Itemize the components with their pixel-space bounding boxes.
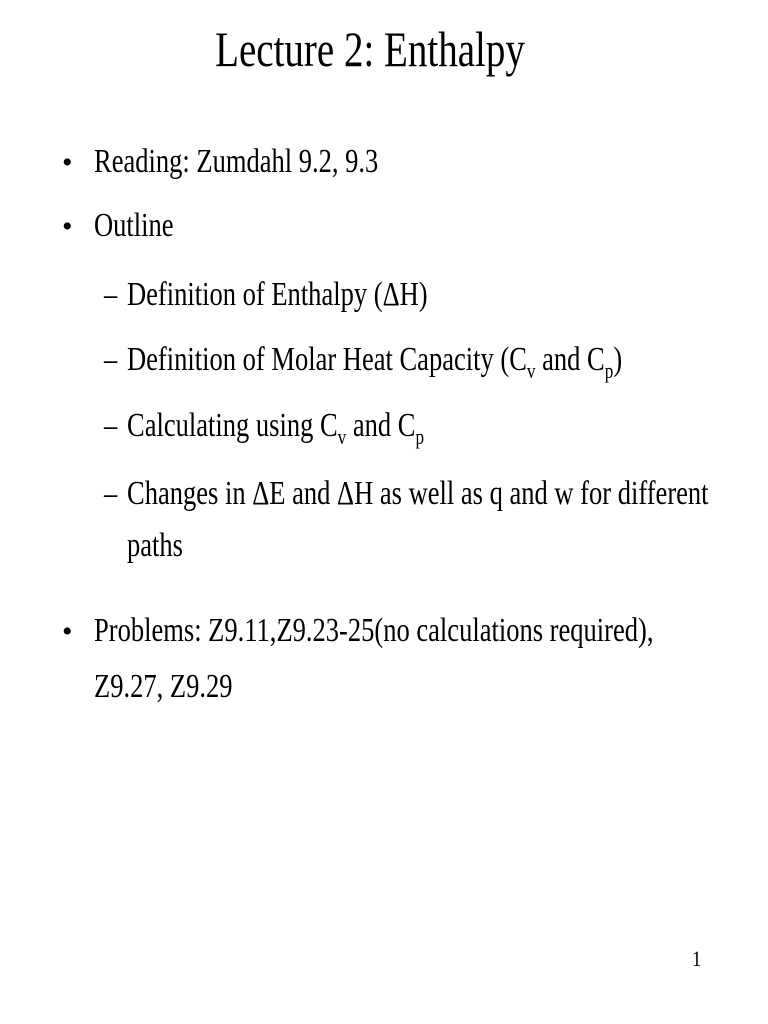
problems-line2: Z9.27, Z9.29 bbox=[94, 668, 233, 705]
outline-item-changes-line2: paths bbox=[127, 527, 183, 564]
sub-item-dash: – bbox=[104, 407, 118, 444]
sub-item-dash: – bbox=[104, 341, 118, 378]
outline-bullet-text: Outline bbox=[94, 207, 174, 244]
text-segment: Calculating using C bbox=[127, 407, 338, 444]
subscript-p: p bbox=[415, 424, 425, 449]
subscript-v: v bbox=[526, 358, 536, 383]
subscript-p: p bbox=[604, 358, 614, 383]
outline-item-changes-line1: Changes in ΔE and ΔH as well as q and w for different bbox=[127, 475, 709, 512]
reading-bullet-text: Reading: Zumdahl 9.2, 9.3 bbox=[94, 143, 379, 180]
subscript-v: v bbox=[337, 424, 347, 449]
outline-item-enthalpy-definition: Definition of Enthalpy (ΔH) bbox=[127, 276, 428, 313]
bullet-marker: • bbox=[62, 210, 73, 243]
sub-item-dash: – bbox=[104, 475, 118, 512]
bullet-marker: • bbox=[62, 615, 73, 648]
problems-line1: Problems: Z9.11,Z9.23-25(no calculations required), bbox=[94, 612, 654, 649]
slide-title: Lecture 2: Enthalpy bbox=[215, 21, 525, 77]
text-segment: Definition of Molar Heat Capacity (C bbox=[127, 341, 527, 378]
outline-item-molar-heat-capacity bbox=[127, 340, 623, 383]
text-segment: ) bbox=[613, 341, 623, 378]
text-segment: and C bbox=[535, 341, 605, 378]
text-segment: and C bbox=[346, 407, 416, 444]
bullet-marker: • bbox=[62, 146, 73, 179]
sub-item-dash: – bbox=[104, 276, 118, 313]
page-number: 1 bbox=[692, 946, 702, 971]
outline-item-calculating bbox=[127, 406, 425, 449]
